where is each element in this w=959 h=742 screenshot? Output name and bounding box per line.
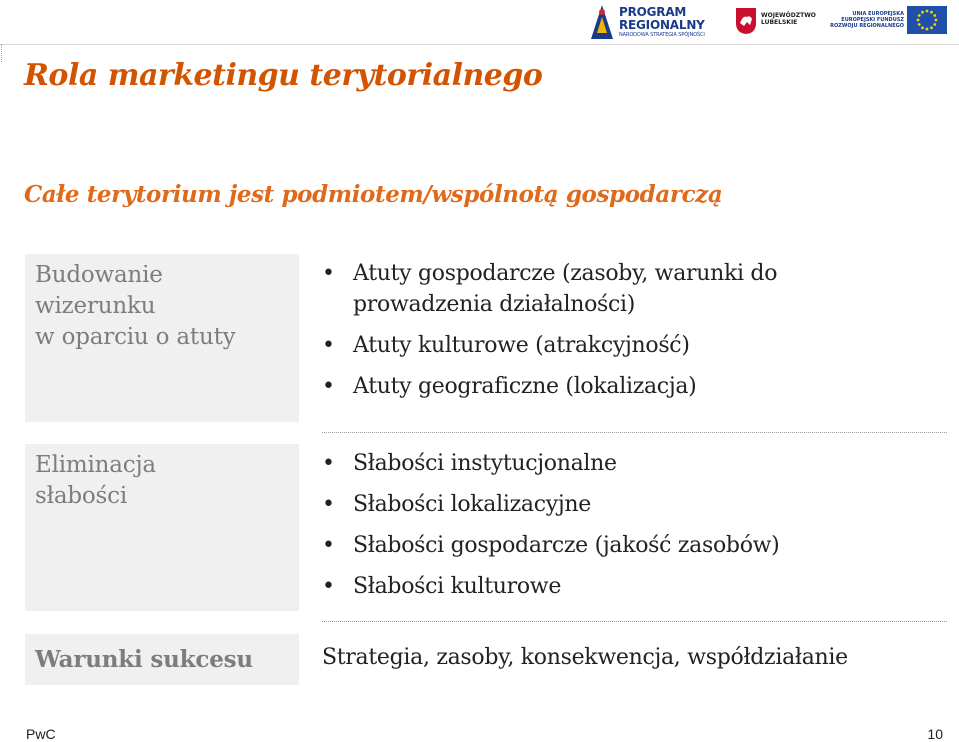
bullet-icon: •	[322, 451, 335, 476]
list-item	[322, 330, 873, 361]
list-item	[322, 371, 873, 402]
section-label-box-slabosci	[25, 444, 299, 611]
bullet-list-slabosci	[322, 448, 779, 612]
section-label-line: Warunki sukcesu	[35, 646, 253, 673]
program-regionalny-line2: REGIONALNY	[619, 18, 705, 32]
slide-subtitle: Całe terytorium jest podmiotem/wspólnotą gospodarczą	[24, 181, 723, 208]
bullet-icon: •	[322, 374, 335, 399]
list-item	[322, 571, 779, 602]
section-label-line: Budowanie	[35, 262, 163, 288]
header-rule	[0, 44, 959, 45]
section-label-line: słabości	[35, 483, 127, 509]
list-item	[322, 258, 873, 320]
program-regionalny-line3: NARODOWA STRATEGIA SPÓJNOŚCI	[619, 32, 705, 38]
list-item-text: Słabości kulturowe	[353, 574, 562, 599]
section-label-line: w oparciu o atuty	[35, 324, 236, 350]
ue-line2: EUROPEJSKI FUNDUSZ	[841, 17, 904, 23]
bullet-icon: •	[322, 261, 335, 286]
footer-brand: PwC	[26, 726, 56, 742]
list-item-text: Atuty geograficzne (lokalizacja)	[353, 374, 697, 399]
wojewodztwo-lubelskie-shield-icon	[735, 7, 757, 35]
ue-line3: ROZWOJU REGIONALNEGO	[830, 23, 904, 29]
section-label-box-warunki	[25, 634, 299, 685]
section-label-line: wizerunku	[35, 293, 156, 319]
section-divider	[322, 621, 947, 622]
bullet-list-atuty	[322, 258, 873, 412]
list-item	[322, 448, 779, 479]
wojewodztwo-line2: LUBELSKIE	[761, 19, 798, 26]
list-item-text: Słabości instytucjonalne	[353, 451, 617, 476]
wojewodztwo-line1: WOJEWÓDZTWO	[761, 12, 816, 19]
list-item	[322, 530, 779, 561]
header-corner-dots	[1, 44, 2, 62]
list-item	[322, 489, 779, 520]
success-conditions-text: Strategia, zasoby, konsekwencja, współdziałanie	[322, 645, 848, 670]
list-item-text: Atuty gospodarcze (zasoby, warunki do prowadzenia działalności)	[353, 261, 778, 317]
slide-title: Rola marketingu terytorialnego	[24, 58, 543, 93]
eu-flag-icon	[907, 6, 947, 34]
ue-line1: UNIA EUROPEJSKA	[852, 11, 904, 17]
bullet-icon: •	[322, 533, 335, 558]
program-regionalny-line1: PROGRAM	[619, 5, 687, 19]
page-number: 10	[927, 726, 943, 742]
bullet-icon: •	[322, 574, 335, 599]
bullet-icon: •	[322, 492, 335, 517]
bullet-icon: •	[322, 333, 335, 358]
list-item-text: Słabości lokalizacyjne	[353, 492, 591, 517]
list-item-text: Słabości gospodarcze (jakość zasobów)	[353, 533, 780, 558]
section-divider	[322, 432, 947, 433]
section-label-line: Eliminacja	[35, 452, 156, 478]
section-label-box-atuty	[25, 254, 299, 422]
list-item-text: Atuty kulturowe (atrakcyjność)	[353, 333, 690, 358]
program-regionalny-logo-icon	[589, 3, 615, 41]
header-logos	[589, 0, 959, 44]
